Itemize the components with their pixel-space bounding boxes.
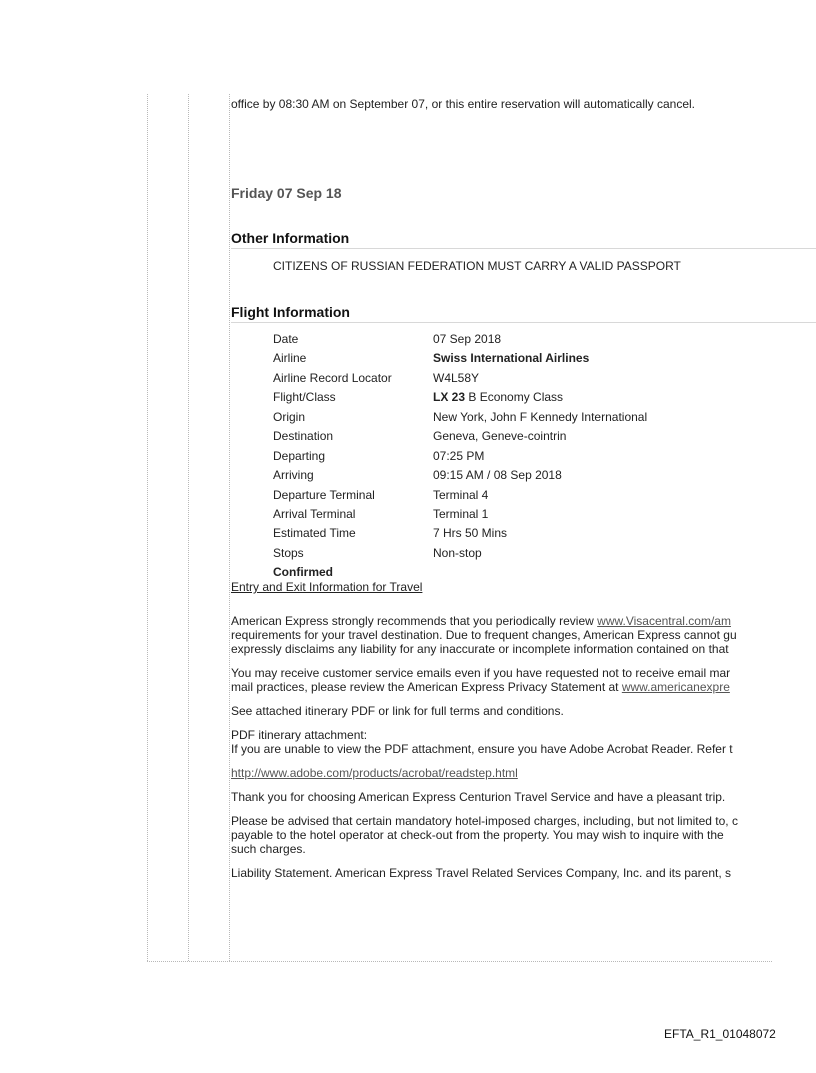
frame-bottom-border [147, 961, 772, 962]
pdf-attachment-label: PDF itinerary attachment: [231, 728, 368, 742]
flight-row-airline [273, 351, 589, 365]
flight-number: LX 23 [433, 390, 466, 404]
thank-you-text: Thank you for choosing American Express Centurion Travel Service and have a pleasant trip. [231, 790, 726, 804]
row-label: Arriving [273, 468, 314, 482]
row-value: Non-stop [433, 546, 482, 560]
hotel-charges-line-1: Please be advised that certain mandatory hotel-imposed charges, including, but not limited to, c [231, 814, 738, 828]
row-label: Origin [273, 410, 306, 424]
row-value: 07:25 PM [433, 449, 485, 463]
adobe-reader-link[interactable]: http://www.adobe.com/products/acrobat/readstep.html [231, 766, 518, 780]
other-info-text: CITIZENS OF RUSSIAN FEDERATION MUST CARRY A VALID PASSPORT [273, 259, 681, 273]
privacy-statement-link[interactable]: www.americanexpre [621, 680, 730, 694]
row-label: Flight/Class [273, 390, 336, 404]
row-value: 09:15 AM / 08 Sep 2018 [433, 468, 562, 482]
row-value: Swiss International Airlines [433, 351, 590, 365]
visacentral-link[interactable]: www.Visacentral.com/am [597, 614, 731, 628]
row-value: Terminal 1 [433, 507, 489, 521]
flight-row-date [273, 332, 501, 346]
row-label: Estimated Time [273, 526, 356, 540]
row-label: Airline [273, 351, 307, 365]
visa-text: American Express strongly recommends that you periodically review [231, 614, 598, 628]
flight-row-destination [273, 429, 566, 443]
flight-info-rule [231, 322, 816, 323]
row-value: Geneva, Geneve-cointrin [433, 429, 567, 443]
row-label: Destination [273, 429, 334, 443]
date-heading: Friday 07 Sep 18 [231, 185, 342, 201]
flight-row-arriving [273, 468, 562, 482]
row-label: Departing [273, 449, 326, 463]
content-left-border [229, 94, 230, 961]
flight-row-estimated-time [273, 526, 507, 540]
flight-status: Confirmed [273, 565, 333, 579]
customer-service-line-1: You may receive customer service emails even if you have requested not to receive email mar [231, 666, 731, 680]
row-value: B Economy Class [465, 390, 564, 404]
visa-paragraph-line-3: expressly disclaims any liability for any inaccurate or incomplete information contained on that [231, 642, 729, 656]
document-id: EFTA_R1_01048072 [664, 1027, 776, 1041]
visa-paragraph-line-2: requirements for your travel destination. Due to frequent changes, American Express cannot gu [231, 628, 737, 642]
flight-row-arrival-terminal [273, 507, 488, 521]
visa-paragraph-line-1 [231, 614, 731, 628]
frame-column-border [188, 94, 189, 961]
frame-left-border [147, 94, 148, 961]
attached-itinerary-note: See attached itinerary PDF or link for full terms and conditions. [231, 704, 564, 718]
row-label: Airline Record Locator [273, 371, 392, 385]
other-info-title: Other Information [231, 230, 350, 246]
hotel-charges-line-3: such charges. [231, 842, 306, 856]
row-label: Date [273, 332, 299, 346]
row-label: Stops [273, 546, 304, 560]
privacy-text: mail practices, please review the American Express Privacy Statement at [231, 680, 622, 694]
cancellation-notice: office by 08:30 AM on September 07, or this entire reservation will automatically cancel. [231, 97, 696, 111]
flight-row-departure-terminal [273, 488, 488, 502]
liability-statement: Liability Statement. American Express Travel Related Services Company, Inc. and its parent, s [231, 866, 732, 880]
row-value: W4L58Y [433, 371, 480, 385]
row-value: 07 Sep 2018 [433, 332, 502, 346]
entry-exit-info-link[interactable]: Entry and Exit Information for Travel [231, 580, 423, 594]
row-label: Arrival Terminal [273, 507, 356, 521]
flight-row-origin [273, 410, 647, 424]
row-value: 7 Hrs 50 Mins [433, 526, 508, 540]
flight-row-record-locator [273, 371, 479, 385]
pdf-attachment-instructions: If you are unable to view the PDF attachment, ensure you have Adobe Acrobat Reader. Refer t [231, 742, 733, 756]
hotel-charges-line-2: payable to the hotel operator at check-out from the property. You may wish to inquire with the [231, 828, 724, 842]
other-info-rule [231, 248, 816, 249]
row-value: Terminal 4 [433, 488, 489, 502]
customer-service-line-2 [231, 680, 730, 694]
flight-row-stops [273, 546, 482, 560]
flight-row-departing [273, 449, 484, 463]
flight-info-title: Flight Information [231, 304, 350, 320]
row-label: Departure Terminal [273, 488, 375, 502]
flight-row-flight-class [273, 390, 563, 404]
row-value: New York, John F Kennedy International [433, 410, 648, 424]
